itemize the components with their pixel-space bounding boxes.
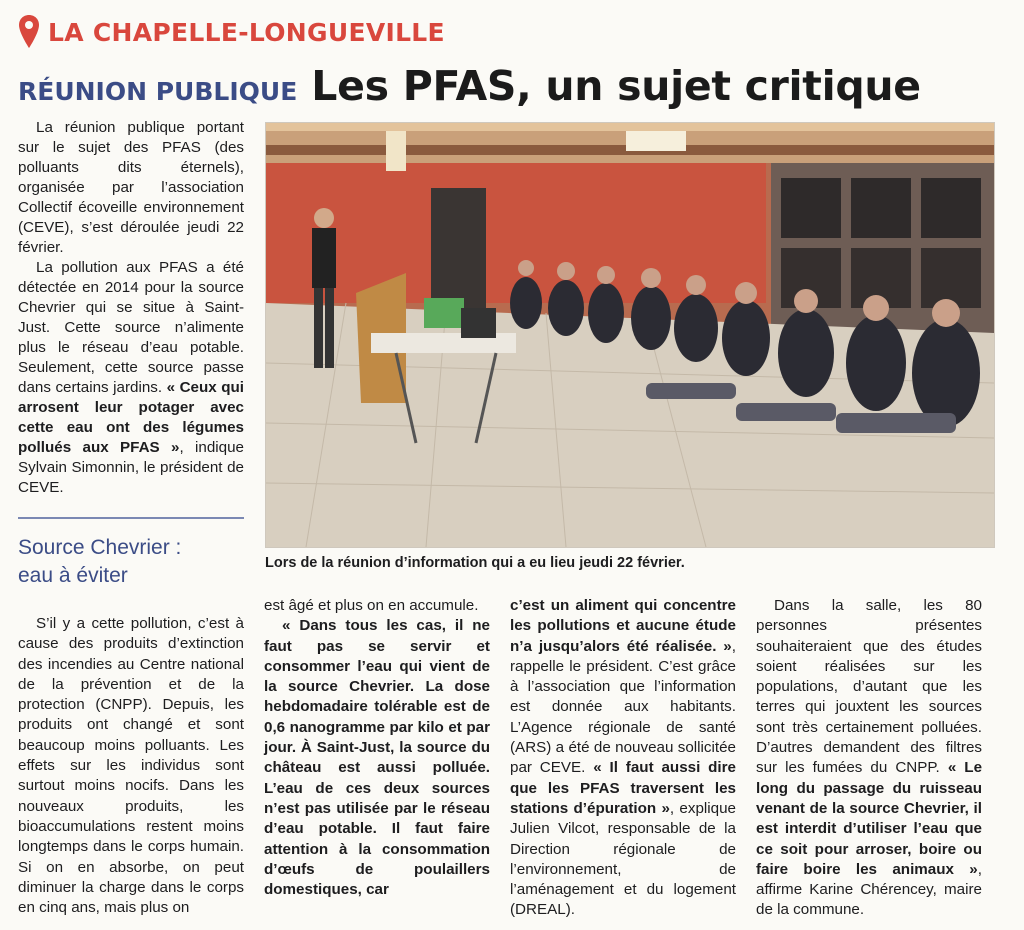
meeting-photo [265, 122, 995, 548]
column-4 [756, 596, 982, 921]
intro-paragraph-1: La réunion publique portant sur le sujet des PFAS (des polluants dits éternels), organisée par l’association Collectif écoveille environnement (CEVE), s’est déroulée jeudi 22 février. [18, 119, 244, 256]
intro-quote: « Ceux qui arrosent leur potager avec cette eau ont des légumes pollués aux PFAS » [18, 379, 244, 456]
column-4-text [756, 596, 982, 921]
column-2-start: est âgé et plus on en accumule. [264, 597, 479, 614]
intro-p2-end: , indique Sylvain Simonnin, le président de CEVE. [18, 439, 245, 496]
town-name: LA CHAPELLE-LONGUEVILLE [48, 17, 445, 47]
intro-paragraph-2 [18, 258, 244, 498]
column-1-text: S’il y a cette pollution, c’est à cause des produits d’extinction des incendies au Centre national de la prévention et de la protection (CNPP). Depuis, les produits ont changé et sont beaucoup moins polluants. Les effets sur les individus sont surtout moins nocifs. Dans les nouveaux produits, les bioaccumulations restent moins longtemps dans le corps humain. Si on en absorbe, on peut diminuer la charge dans le corps en cinq ans, mais plus on [18, 615, 244, 917]
intro-p2-start: La pollution aux PFAS a été détectée en 2014 pour la source Chevrier qui se situe à Saint-Just. Cette source n’alimente plus le réseau d’eau potable. Seulement, cette source passe dans certains jardins. [18, 259, 244, 396]
column-2-quote: « Dans tous les cas, il ne faut pas se servir et consommer l’eau qui vient de la source Chevrier. La dose hebdomadaire tolérable est de 0,6 nanogramme par kilo et par jour. À Saint-Just, la source du château est aussi polluée. L’eau de ces deux sources n’est pas utilisée par le réseau d’eau potable. Il faut faire attention à la consommation d’œufs de poulaillers domestiques, car [264, 617, 490, 899]
location-pin-icon [18, 14, 40, 50]
article-header [18, 12, 445, 52]
photo-caption: Lors de la réunion d’information qui a eu lieu jeudi 22 février. [265, 555, 685, 571]
section-divider [18, 517, 244, 519]
subheading-line-2: eau à éviter [18, 564, 128, 587]
headline: Les PFAS, un sujet critique [311, 62, 921, 110]
column-1 [18, 614, 244, 918]
column-3-text [510, 596, 736, 921]
intro-text [18, 118, 244, 498]
column-4-end: , affirme Karine Chérencey, maire de la commune. [756, 860, 982, 919]
column-2 [264, 596, 490, 900]
column-3 [510, 596, 736, 921]
column-4-quote: « Le long du passage du ruisseau venant de la source Chevrier, il est interdit d’utiliser l’eau que ce soit pour arroser, boire ou faire boire les animaux » [756, 759, 983, 878]
subheading [18, 534, 244, 590]
column-3-mid: , rappelle le président. C’est grâce à l’association que l’information est donnée aux habitants. L’Agence régionale de santé (ARS) a été de nouveau sollicitée par CEVE. [510, 637, 736, 777]
column-4-start: Dans la salle, les 80 personnes présentes souhaiteraient que des études soient réalisées sur les populations, d’autant que les terres qui jouxtent les sources sont très certainement polluées. D’autres demandent des filtres sur les fumées du CNPP. [756, 597, 982, 777]
column-3-quote-2: « Il faut aussi dire que les PFAS traversent les stations d’épuration » [510, 759, 737, 817]
column-3-quote: c’est un aliment qui concentre les pollutions et aucune étude n’a jusqu’alors été réalisée. » [510, 597, 736, 655]
title-row [18, 62, 1008, 112]
subheading-line-1: Source Chevrier : [18, 536, 182, 559]
column-3-end: , explique Julien Vilcot, responsable de la Direction régionale de l’environnement, de l’aménagement et du logement (DREAL). [510, 799, 736, 919]
kicker: RÉUNION PUBLIQUE [18, 77, 298, 106]
